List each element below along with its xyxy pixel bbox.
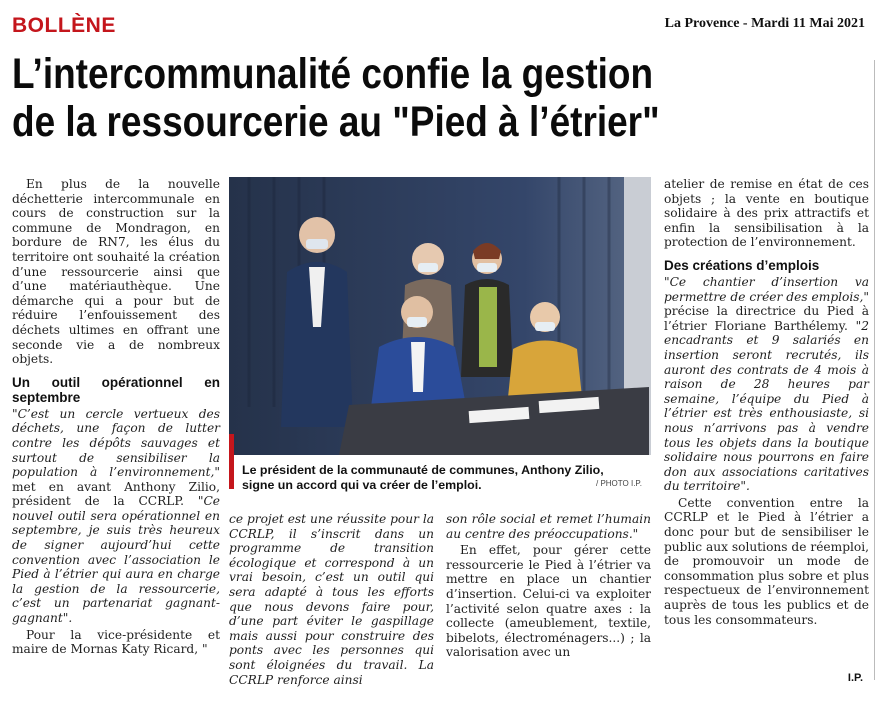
headline-line-1: L’intercommunalité confie la gestion — [12, 50, 654, 98]
section-kicker: BOLLÈNE — [12, 14, 116, 37]
caption-line-2: signe un accord qui va créer de l’emploi. — [242, 478, 482, 492]
author-signature: I.P. — [847, 672, 863, 684]
barthelemy-quote: "Ce chantier d’insertion va permettre de créer des emplois," — [664, 274, 869, 304]
article-column-3 — [446, 512, 651, 662]
article-headline — [12, 50, 752, 146]
article-column-4 — [664, 177, 869, 629]
barthelemy-paragraph — [664, 275, 869, 494]
article-column-1 — [12, 177, 220, 659]
barthelemy-attribution: précise la directrice du Pied à l’étrier Floriane Barthélemy. — [664, 304, 869, 333]
caption-line-1: Le président de la communauté de communes, Anthony Zilio, — [242, 463, 604, 477]
photo-credit: / PHOTO I.P. — [596, 479, 642, 488]
signing-scene-image — [229, 177, 651, 455]
subheading-operational-tool: Un outil opérationnel en septembre — [12, 374, 220, 405]
article-column-2 — [229, 512, 434, 689]
workshop-paragraph: atelier de remise en état de ces objets ; la vente en boutique solidaire à des prix attractifs et enfin la sensibilisation à la protection de l’environnement. — [664, 177, 869, 250]
photo-caption — [242, 463, 622, 493]
zilio-quote: "C’est un cercle vertueux des déchets, une façon de lutter contre les dépôts sauvages et surtout de sensibiliser la population à l’environnement," — [12, 406, 220, 480]
intro-paragraph: En plus de la nouvelle déchetterie intercommunale en cours de construction sur la commune de Mondragon, en bordure de RN7, les élus du territoire ont souhaité la création d’une ressourcerie ainsi que d’une matériauthèque. Une démarche qui a pour but de réduire l’enfouissement des déchets ultimes en offrant une seconde vie a de nombreux objets. — [12, 177, 220, 367]
ricard-quote-end: son rôle social et remet l’humain au centre des préoccupations." — [446, 512, 651, 541]
headline-line-2: de la ressourcerie au "Pied à l’étrier" — [12, 98, 660, 146]
ricard-quote: ce projet est une réussite pour la CCRLP, il s’inscrit dans un programme de transition écologique et correspond à un vrai besoin, c’est un outil qui sera adapté à tous les efforts que nous devons faire pour, d’une part éviter le gaspillage mais aussi pour construire des ponts avec les personnes qui sont éloignées du travail. La CCRLP renforce ainsi — [229, 512, 434, 687]
newspaper-masthead: La Provence - Mardi 11 Mai 2021 — [664, 16, 865, 31]
quote-attribution: met en avant Anthony Zilio, président de la CCRLP. — [12, 479, 220, 509]
barthelemy-quote-continued: "2 encadrants et 9 salariés en insertion seront recrutés, ils auront des contrats de 4 mois à raison de 28 heures par semaine, l’équipe du Pied à l’étrier est très enthousiaste, si nous n’arrivons pas à vendre tous les objets dans la boutique solidaire nous pourrons en faire don aux associations caritatives du territoire". — [664, 318, 869, 494]
quote-paragraph-1 — [12, 407, 220, 626]
caption-accent-bar — [229, 434, 234, 489]
article-photo — [229, 177, 651, 455]
page-edge-rule — [874, 60, 875, 680]
convention-paragraph: Cette convention entre la CCRLP et le Pied à l’étrier a donc pour but de sensibiliser le public aux solutions de réemploi, de promouvoir un mode de consommation plus sobre et plus respectueux de l’environnement auprès de tous les publics et de tous les consommateurs. — [664, 495, 869, 627]
zilio-quote-continued: "Ce nouvel outil sera opérationnel en septembre, je suis très heureux de signer aujourd’hui cette convention avec l’association le Pied à l’étrier qui aura en charge la gestion de la ressourcerie, c’est un partenariat gagnant-gagnant". — [12, 494, 220, 626]
subheading-job-creation: Des créations d’emplois — [664, 257, 820, 273]
ricard-intro: Pour la vice-présidente et maire de Mornas Katy Ricard, " — [12, 627, 220, 657]
insertion-paragraph: En effet, pour gérer cette ressourcerie le Pied à l’étrier va mettre en place un chantier d’insertion. Celui-ci va exploiter l’activité selon quatre axes : la collecte (ameublement, textile, bibelots, électroménagers...) ; la valorisation avec un — [446, 543, 651, 660]
